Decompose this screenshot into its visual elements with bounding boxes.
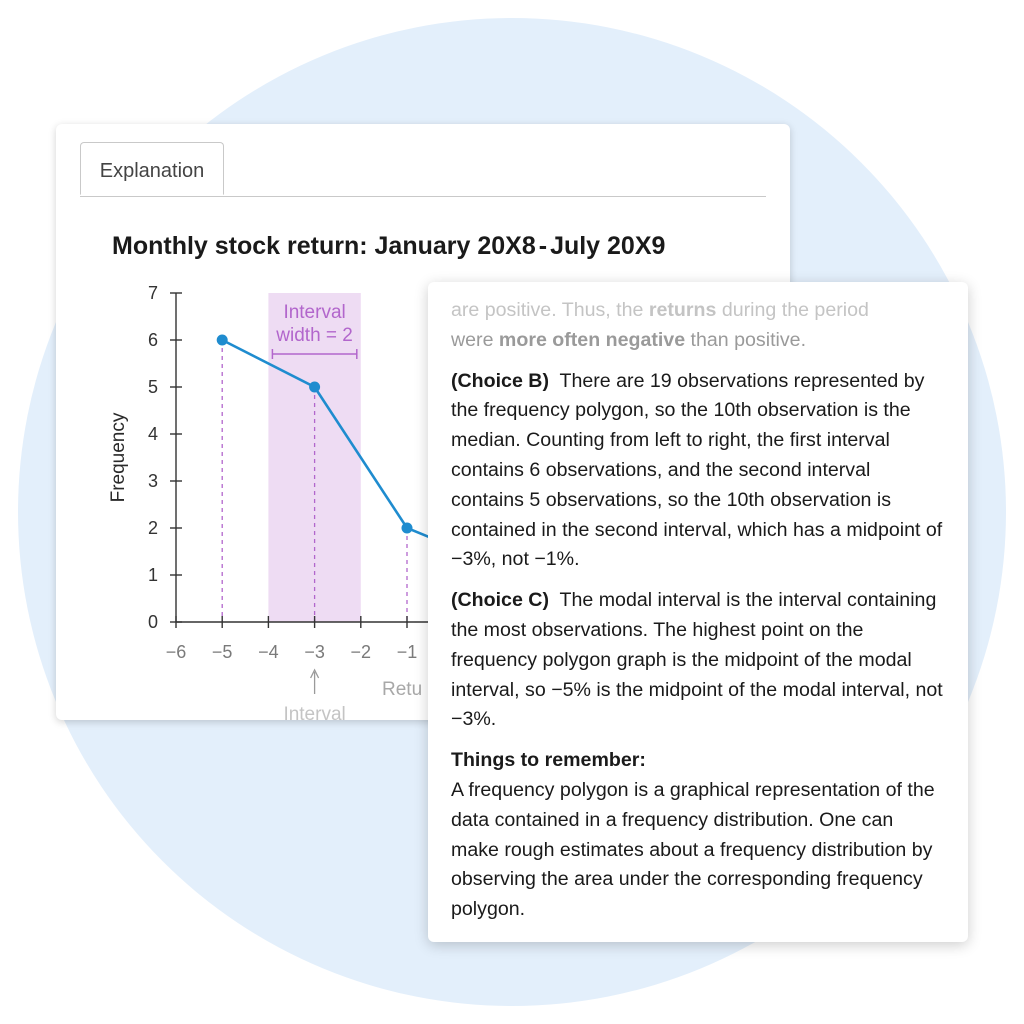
intro-line-1-post: during the period [716,299,869,321]
remember-text: A frequency polygon is a graphical representation of the data contained in a frequency distribution. One can make rough estimates about a frequency distribution by observing the area under the corresponding frequency polygon. [451,778,935,921]
y-tick-label: 1 [147,565,158,585]
chart-title-sep: - [538,232,548,260]
y-tick-label: 0 [147,612,158,632]
choice-c-text: The modal interval is the interval containing the most observations. The highest point on the frequency polygon graph is the midpoint of the modal interval, so −5% is the midpoint of the modal interval, not −3%. [451,589,943,731]
intro-line-1 [451,296,946,326]
remember-paragraph [451,746,946,925]
interval-label: Interval [283,704,346,720]
y-axis-label: Frequency [108,412,129,503]
choice-b-text: There are 19 observations represented by the frequency polygon, so the 10th observation is the median. Counting from left to right, the first interval contains 6 observations, and the second interval contains 5 observations, so the 10th observation is contained in the second interval, which has a midpoint of −3%, not −1%. [451,369,943,571]
x-ticks [166,616,418,662]
up-arrow-icon [311,670,319,694]
data-point [309,382,320,393]
y-ticks [148,283,182,632]
x-tick-label: −5 [211,642,233,662]
choice-c-label: (Choice C) [451,589,549,612]
intro-line-2-post: than positive. [685,328,807,351]
chart-title-right: July 20X9 [550,232,666,260]
x-tick-label: −3 [304,642,325,662]
x-tick-label: −1 [396,642,418,662]
data-point [402,523,413,534]
intro-line-2-bold: more often negative [498,328,686,351]
data-point [217,335,228,346]
x-tick-label: −4 [258,642,279,662]
annotation-line2: width = 2 [276,325,353,346]
choice-b-label: (Choice B) [451,369,549,392]
intro-line-1-bold: returns [648,299,717,321]
annotation-line1: Interval [283,302,346,323]
y-tick-label: 5 [147,377,158,397]
y-tick-label: 4 [147,424,158,444]
chart-title-left: Monthly stock return: January 20X8 [112,232,536,260]
y-tick-label: 7 [147,283,158,303]
y-tick-label: 2 [147,518,158,538]
x-tick-label: −2 [350,642,372,662]
intro-line-2-pre: were [451,328,499,351]
tab-explanation[interactable]: Explanation [80,142,224,195]
intro-line-1-pre: are positive. Thus, the [451,299,649,321]
y-tick-label: 6 [147,330,158,350]
x-axis-label: Retu [382,679,423,700]
remember-heading: Things to remember: [451,749,646,772]
x-tick-label: −6 [165,642,187,662]
y-tick-label: 3 [147,471,158,491]
intro-line-2 [451,326,946,356]
choice-b-paragraph [451,367,946,576]
choice-c-paragraph [451,586,946,735]
explanation-text-card [428,282,968,942]
